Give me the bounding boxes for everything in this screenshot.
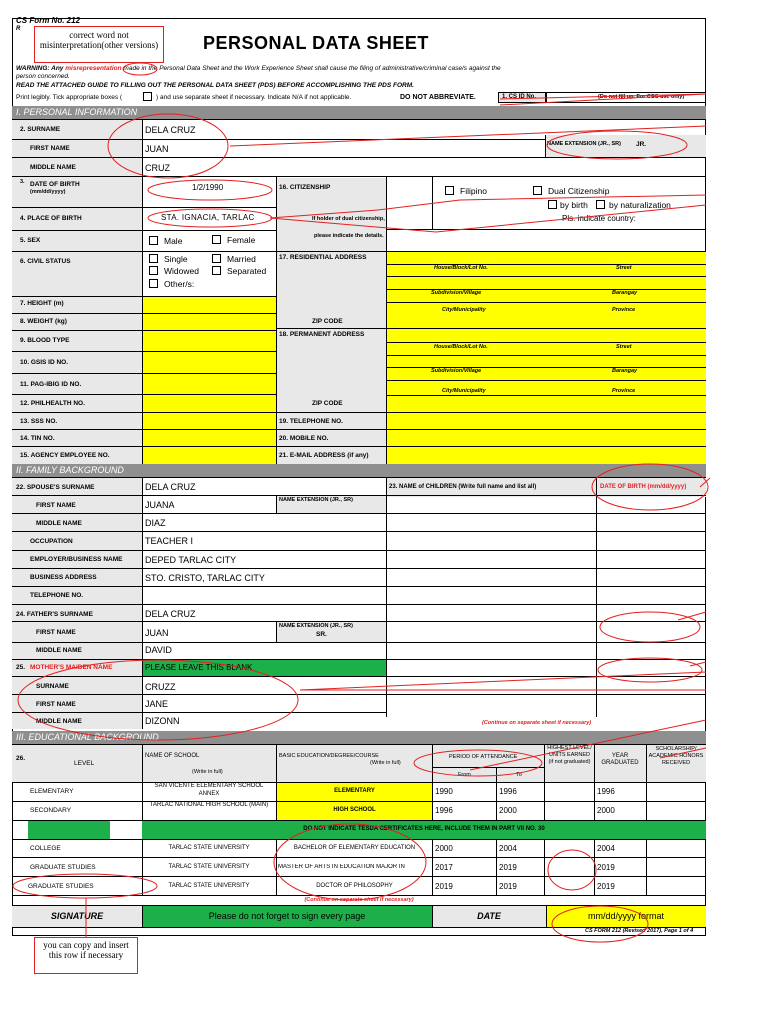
honors-header: SCHOLARSHIP/ ACADEMIC HONORS RECEIVED — [648, 746, 704, 766]
edu-row-course[interactable]: DOCTOR OF PHILOSOPHY — [316, 883, 393, 889]
edu-row-course[interactable]: BACHELOR OF ELEMENTARY EDUCATION — [293, 845, 416, 851]
philhealth-label: 12. PHILHEALTH NO. — [20, 400, 85, 407]
print-legibly-b: ) and use separate sheet if necessary. Indicate N/A if not applicable. — [156, 94, 352, 101]
employer-value[interactable]: DEPED TARLAC CITY — [145, 555, 237, 565]
family-continue-note: (Continue on separate sheet if necessary) — [482, 720, 592, 726]
edu-row-to[interactable]: 2019 — [499, 882, 517, 891]
mother-first-name-value[interactable]: JANE — [145, 699, 169, 709]
res-zipcode-label: ZIP CODE — [312, 318, 343, 325]
annotation-arrow — [230, 126, 706, 146]
annotation-arrow — [270, 205, 706, 232]
perm-province-label: Province — [612, 388, 636, 394]
mother-middle-name-value[interactable]: DIZONN — [145, 716, 180, 726]
name-extension-label: NAME EXTENSION (JR., SR) — [547, 141, 621, 147]
edu-row-to[interactable]: 2019 — [499, 863, 517, 872]
sign-reminder: Please do not forget to sign every page — [208, 911, 366, 921]
mother-number: 25. — [16, 664, 26, 671]
tesda-note: DO NOT INDICATE TESDA CERTIFICATES HERE, INCLUDE THEM IN PART VII NO. 30 — [303, 826, 545, 832]
spouse-name-ext-label: NAME EXTENSION (JR., SR) — [279, 497, 353, 503]
education-continue-note: (Continue on separate sheet if necessary) — [304, 897, 414, 903]
annotation-arrow — [270, 195, 706, 218]
annotation-ellipse — [123, 63, 157, 75]
edu-row-to[interactable]: 2004 — [499, 844, 517, 853]
edu-row-from[interactable]: 1990 — [435, 787, 453, 796]
height-label: 7. HEIGHT (m) — [20, 300, 64, 307]
school-header: NAME OF SCHOOL — [145, 753, 200, 759]
others-label: Other/s: — [164, 279, 195, 289]
warning-text: made in the Personal Data Sheet and the Work Experience Sheet shall cause the filing of administrative/criminal case/s against the — [123, 65, 501, 72]
gsis-label: 10. GSIS ID NO. — [20, 359, 69, 366]
weight-label: 8. WEIGHT (kg) — [20, 318, 67, 325]
telephone-label: 19. TELEPHONE NO. — [279, 418, 343, 425]
father-middle-name-value[interactable]: DAVID — [145, 645, 172, 655]
by-naturalization-label: by naturalization — [609, 200, 671, 210]
father-first-name-label: FIRST NAME — [36, 629, 76, 636]
res-street-label: Street — [616, 265, 632, 271]
edu-row-to[interactable]: 2000 — [499, 806, 517, 815]
widowed-label: Widowed — [164, 266, 199, 276]
edu-row-school[interactable]: TARLAC STATE UNIVERSITY — [168, 864, 250, 870]
children-dob-label: DATE OF BIRTH (mm/dd/yyyy) — [600, 484, 687, 490]
perm-house-label: House/Block/Lot No. — [434, 344, 488, 350]
edu-row-year[interactable]: 2019 — [597, 882, 615, 891]
annotation-ellipse — [598, 658, 702, 682]
sss-label: 13. SSS NO. — [20, 418, 58, 425]
surname-label: 2. SURNAME — [20, 126, 61, 133]
year-graduated-header: YEAR GRADUATED — [601, 753, 639, 766]
mother-maiden-name-label: MOTHER'S MAIDEN NAME — [30, 664, 113, 671]
father-surname-label: 24. FATHER'S SURNAME — [16, 611, 93, 618]
sex-label: 5. SEX — [20, 237, 41, 244]
perm-barangay-label: Barangay — [612, 368, 638, 374]
perm-city-label: City/Municipality — [442, 388, 486, 394]
signature-label: SIGNATURE — [50, 911, 104, 921]
annotation-ellipse — [600, 612, 700, 642]
course-header: BASIC EDUCATION/DEGREE/COURSE — [279, 753, 379, 759]
edu-row-school[interactable]: TARLAC STATE UNIVERSITY — [168, 883, 250, 889]
annotation-ellipse — [552, 906, 648, 942]
course-write-full: (Write in full) — [370, 760, 401, 766]
edu-row-from[interactable]: 2019 — [435, 882, 453, 891]
middle-name-label: MIDDLE NAME — [30, 164, 76, 171]
first-name-value[interactable]: JUAN — [145, 144, 169, 154]
dual-holder-note-2: please indicate the details. — [314, 233, 384, 239]
warning-keyword: misrepresentation — [65, 65, 122, 72]
spouse-first-name-value[interactable]: JUANA — [145, 500, 175, 510]
cs-id-label: 1. CS ID No. — [502, 94, 537, 100]
surname-value[interactable]: DELA CRUZ — [145, 125, 196, 135]
father-surname-value[interactable]: DELA CRUZ — [145, 609, 196, 619]
annotation-ellipse — [548, 850, 596, 890]
pob-value[interactable]: STA. IGNACIA, TARLAC — [161, 213, 255, 222]
mother-first-name-label: FIRST NAME — [36, 701, 76, 708]
civil-status-label: 6. CIVIL STATUS — [20, 258, 71, 265]
edu-row-to[interactable]: 1996 — [499, 787, 517, 796]
level-header: LEVEL — [74, 760, 95, 767]
edu-row-level: GRADUATE STUDIES — [28, 883, 94, 890]
mother-middle-name-label: MIDDLE NAME — [36, 718, 82, 725]
dual-holder-note-1: If holder of dual citizenship, — [312, 216, 385, 222]
annotation-ellipse — [592, 464, 708, 510]
business-address-label: BUSINESS ADDRESS — [30, 574, 97, 581]
education-number: 26. — [16, 755, 26, 762]
spouse-first-name-label: FIRST NAME — [36, 502, 76, 509]
annotation-arrow — [300, 672, 706, 690]
section-personal-information: I. PERSONAL INFORMATION — [12, 106, 706, 119]
perm-subdivision-label: Subdivision/Village — [431, 368, 482, 374]
highest-level-header: HIGHEST LEVEL/ UNITS EARNED (if not graduated) — [547, 745, 592, 765]
annotation-note-bottom: you can copy and insert this row if necessary — [34, 937, 138, 974]
separated-label: Separated — [227, 266, 267, 276]
edu-row-school[interactable]: SAN VICENTE ELEMENTARY SCHOOL ANNEX — [154, 783, 264, 797]
do-not-abbreviate: DO NOT ABBREVIATE. — [400, 94, 476, 101]
spouse-telephone-label: TELEPHONE NO. — [30, 592, 84, 599]
edu-row-course[interactable]: ELEMENTARY — [334, 788, 375, 794]
dob-value[interactable]: 1/2/1990 — [192, 183, 224, 192]
edu-row-year[interactable]: 2004 — [597, 844, 615, 853]
male-label: Male — [164, 236, 183, 246]
edu-row-level: COLLEGE — [30, 845, 61, 852]
page-title: PERSONAL DATA SHEET — [203, 33, 429, 53]
business-address-value[interactable]: STO. CRISTO, TARLAC CITY — [145, 573, 265, 583]
edu-row-level: SECONDARY — [30, 807, 72, 814]
period-header: PERIOD OF ATTENDANCE — [449, 754, 518, 760]
annotation-ellipse — [414, 750, 542, 776]
pob-label: 4. PLACE OF BIRTH — [20, 215, 82, 222]
form-number: CS Form No. 212 — [16, 16, 81, 25]
revised-prefix: R — [16, 26, 21, 32]
read-guide: READ THE ATTACHED GUIDE TO FILLING OUT THE PERSONAL DATA SHEET (PDS) BEFORE ACCOMPLISHING THE PDS FORM. — [16, 82, 414, 89]
agency-employee-label: 15. AGENCY EMPLOYEE NO. — [20, 452, 110, 459]
edu-row-course[interactable]: HIGH SCHOOL — [333, 807, 376, 813]
single-label: Single — [164, 254, 188, 264]
annotation-ellipse — [148, 180, 272, 200]
dob-label: DATE OF BIRTH — [30, 181, 80, 188]
annotation-arrow — [470, 720, 706, 770]
father-middle-name-label: MIDDLE NAME — [36, 647, 82, 654]
edu-row-from[interactable]: 2000 — [435, 844, 453, 853]
email-label: 21. E-MAIL ADDRESS (if any) — [279, 452, 369, 459]
citizenship-label: 16. CITIZENSHIP — [279, 184, 331, 191]
tin-label: 14. TIN NO. — [20, 435, 55, 442]
spouse-surname-label: 22. SPOUSE'S SURNAME — [16, 484, 95, 491]
father-name-ext-label: NAME EXTENSION (JR., SR) — [279, 623, 353, 629]
csc-use-note: (Do not fill up. For CSC use only) — [598, 94, 685, 100]
to-header: To — [516, 772, 522, 778]
res-province-label: Province — [612, 307, 636, 313]
employer-label: EMPLOYER/BUSINESS NAME — [30, 556, 123, 563]
section-educational-background: III. EDUCATIONAL BACKGROUND — [12, 731, 706, 744]
warning-line2: person concerned. — [16, 73, 70, 80]
res-subdivision-label: Subdivision/Village — [431, 290, 482, 296]
mother-surname-label: SURNAME — [36, 683, 69, 690]
edu-row-course[interactable]: MASTER OF ARTS IN EDUCATION MAJOR IN — [278, 864, 405, 870]
dual-citizenship-label: Dual Citizenship — [548, 186, 610, 196]
name-extension-value[interactable]: JR. — [636, 141, 647, 148]
spouse-surname-value[interactable]: DELA CRUZ — [145, 482, 196, 492]
edu-row-level: ELEMENTARY — [30, 788, 74, 795]
edu-row-school[interactable]: TARLAC STATE UNIVERSITY — [168, 845, 250, 851]
date-label: DATE — [477, 911, 501, 921]
edu-row-from[interactable]: 2017 — [435, 863, 453, 872]
annotation-ellipse — [547, 131, 687, 159]
from-header: From — [458, 772, 471, 778]
edu-row-year[interactable]: 2000 — [597, 806, 615, 815]
annotation-arrow — [500, 94, 706, 99]
annotation-note-top: correct word not misinterpretation(other versions) — [34, 26, 164, 63]
edu-row-from[interactable]: 1996 — [435, 806, 453, 815]
first-name-label: FIRST NAME — [30, 145, 70, 152]
annotation-arrow — [660, 748, 706, 758]
blood-type-label: 9. BLOOD TYPE — [20, 337, 70, 344]
spouse-middle-name-value[interactable]: DIAZ — [145, 518, 166, 528]
occupation-label: OCCUPATION — [30, 538, 73, 545]
annotation-ellipse — [13, 874, 157, 898]
res-house-label: House/Block/Lot No. — [434, 265, 488, 271]
by-birth-label: by birth — [560, 200, 588, 210]
father-name-ext-value[interactable]: SR. — [316, 631, 327, 638]
married-label: Married — [227, 254, 256, 264]
mobile-label: 20. MOBILE NO. — [279, 435, 329, 442]
form-revised-footer: CS FORM 212 (Revised 2017), Page 1 of 4 — [585, 928, 694, 934]
annotation-ellipse — [274, 824, 426, 900]
filipino-label: Filipino — [460, 186, 487, 196]
middle-name-value[interactable]: CRUZ — [145, 163, 170, 173]
res-barangay-label: Barangay — [612, 290, 638, 296]
spouse-middle-name-label: MIDDLE NAME — [36, 520, 82, 527]
dob-format: (mm/dd/yyyy) — [30, 189, 66, 195]
annotation-ellipse — [108, 114, 228, 178]
pagibig-label: 11. PAG-IBIG ID NO. — [20, 381, 82, 388]
mother-leave-blank-note: PLEASE LEAVE THIS BLANK — [145, 663, 253, 672]
dob-number: 3. — [20, 179, 25, 185]
perm-zipcode-label: ZIP CODE — [312, 400, 343, 407]
perm-street-label: Street — [616, 344, 632, 350]
annotation-ellipse — [18, 660, 298, 740]
indicate-country-label: Pls. indicate country: — [562, 214, 636, 223]
section-family-background: II. FAMILY BACKGROUND — [12, 464, 706, 477]
father-first-name-value[interactable]: JUAN — [145, 628, 169, 638]
children-label: 23. NAME of CHILDREN (Write full name and list all) — [389, 484, 537, 490]
edu-row-year[interactable]: 2019 — [597, 863, 615, 872]
annotation-ellipse — [148, 209, 272, 227]
permanent-address-label: 18. PERMANENT ADDRESS — [279, 331, 365, 338]
res-city-label: City/Municipality — [442, 307, 486, 313]
mother-surname-value[interactable]: CRUZZ — [145, 682, 176, 692]
date-format-hint: mm/dd/yyyy format — [587, 911, 664, 921]
female-label: Female — [227, 235, 256, 245]
edu-row-school[interactable]: TARLAC NATIONAL HIGH SCHOOL (MAIN) — [149, 802, 269, 808]
occupation-value[interactable]: TEACHER I — [145, 536, 194, 546]
annotation-arrow — [500, 94, 706, 105]
print-legibly-a: Print legibly. Tick appropriate boxes ( — [16, 94, 123, 101]
edu-row-level: GRADUATE STUDIES — [30, 864, 96, 871]
warning-label: WARNING: Any — [16, 65, 64, 72]
school-write-full: (Write in full) — [192, 769, 223, 775]
edu-row-year[interactable]: 1996 — [597, 787, 615, 796]
residential-address-label: 17. RESIDENTIAL ADDRESS — [279, 254, 367, 261]
